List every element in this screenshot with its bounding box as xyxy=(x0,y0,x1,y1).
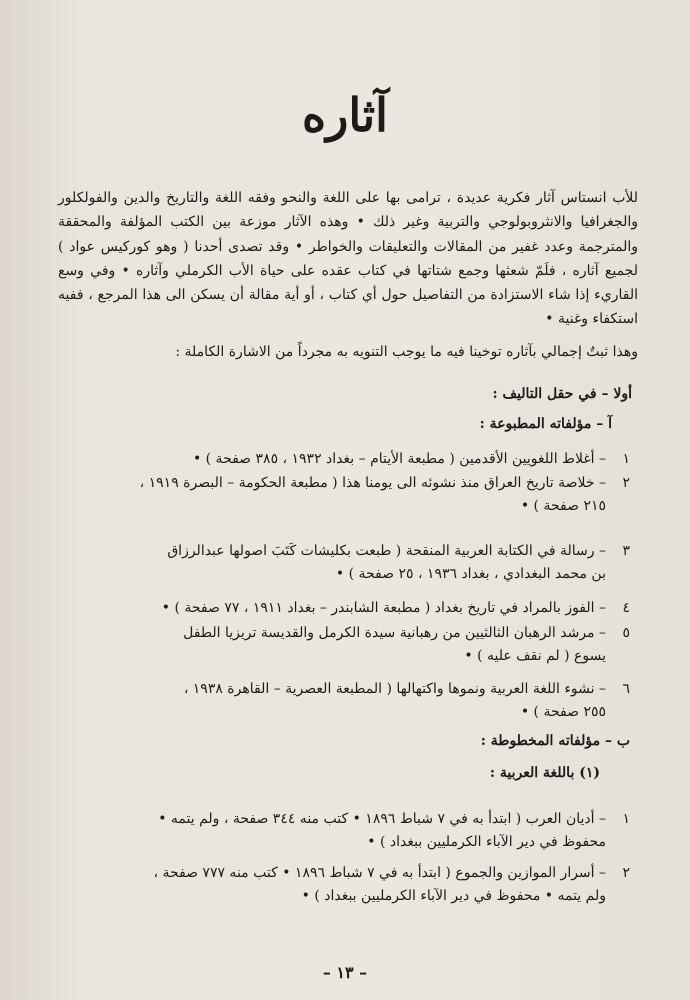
page-number: – ١٣ – xyxy=(322,963,368,982)
item-text-continued: بن محمد البغدادي ، بغداد ١٩٣٦ ، ٢٥ صفحة ) • xyxy=(335,566,606,582)
item-number: ٥ xyxy=(622,625,630,641)
intro-paragraph-1: للأب انستاس آثار فكرية عديدة ، ترامى بها على اللغة والنحو وفقه اللغة والتاريخ والدين والفولكلور والجغرافيا والانثروبولوجي والتربية وغير ذلك • وهذه الآثار موزعة بين الكتب المؤلفة والمحققة والمترجمة وعدد غفير من المقالات والتعليقات والخواطر • وقد تصدى أحدنا ( وهو كوركيس عواد ) لجميع آثاره ، فلَمّ شعثها وجمع شتاتها في كتاب عقده على حياة الأب الكرملي وآثاره • وفي وسع القاريء إذا شاء الاستزادة من التفاصيل حول أي كتاب ، أو أية مقالة أن يسكن الى هذا المرجع ، ففيه استكفاء وغنية • xyxy=(58,190,638,328)
item-number: ٢ xyxy=(622,475,630,491)
item-text-continued: ٢٥٥ صفحة ) • xyxy=(520,704,606,720)
printed-works-heading: آ – مؤلفاته المطبوعة : xyxy=(479,416,612,432)
section-1-heading: أولا – في حقل التاليف : xyxy=(492,386,632,402)
item-number: ١ xyxy=(622,811,630,827)
intro-paragraph-2: وهذا ثبتٌ إجمالي بآثاره توخينا فيه ما يوجب التنويه به مجرداً من الاشارة الكاملة : xyxy=(175,343,638,360)
item-text: – أغلاط اللغويين الأقدمين ( مطبعة الأيتام – بغداد ١٩٣٢ ، ٣٨٥ صفحة ) • xyxy=(192,451,606,467)
item-text-continued: يسوع ( لم نقف عليه ) • xyxy=(464,648,606,664)
item-text: – أسرار الموازين والجموع ( ابتدأ به في ٧ شباط ١٨٩٦ • كتب منه ٧٧٧ صفحة ، xyxy=(153,865,606,881)
item-number: ٢ xyxy=(622,865,630,881)
arabic-language-subheading: (١) باللغة العربية : xyxy=(489,765,600,781)
list-item xyxy=(56,808,630,854)
item-text: – نشوء اللغة العربية ونموها واكتهالها ( المطبعة العصرية – القاهرة ١٩٣٨ ، xyxy=(183,681,606,697)
item-number: ٤ xyxy=(622,600,630,616)
page-title: آثاره xyxy=(302,88,388,142)
item-text: – خلاصة تاريخ العراق منذ نشوئه الى يومنا هذا ( مطبعة الحكومة – البصرة ١٩١٩ ، xyxy=(139,475,606,491)
list-item xyxy=(56,622,630,668)
item-number: ٦ xyxy=(622,681,630,697)
item-text: – أديان العرب ( ابتدأ به في ٧ شباط ١٨٩٦ • كتب منه ٣٤٤ صفحة ، ولم يتمه • xyxy=(158,811,606,827)
list-item xyxy=(56,540,630,586)
list-item xyxy=(56,678,630,724)
item-number: ٣ xyxy=(622,543,630,559)
item-text-continued: محفوظ في دير الآباء الكرمليين ببغداد ) • xyxy=(367,834,606,850)
item-number: ١ xyxy=(622,451,630,467)
list-item xyxy=(56,472,630,518)
manuscript-works-heading: ب – مؤلفاته المخطوطة : xyxy=(480,733,630,749)
item-text-continued: ٢١٥ صفحة ) • xyxy=(520,498,606,514)
list-item xyxy=(56,597,630,620)
item-text: – رسالة في الكتابة العربية المنقحة ( طبعت بكليشات كَتَبَ اصولها عبدالرزاق xyxy=(167,543,606,559)
list-item xyxy=(56,862,630,908)
item-text: – الفوز بالمراد في تاريخ بغداد ( مطبعة الشابندر – بغداد ١٩١١ ، ٧٧ صفحة ) • xyxy=(161,600,606,616)
intro-text xyxy=(58,186,638,364)
item-text-continued: ولم يتمه • محفوظ في دير الآباء الكرمليين ببغداد ) • xyxy=(301,888,606,904)
item-text: – مرشد الرهبان الثالثيين من رهبانية سيدة الكرمل والقديسة تريزيا الطفل xyxy=(183,625,606,641)
list-item xyxy=(56,448,630,471)
